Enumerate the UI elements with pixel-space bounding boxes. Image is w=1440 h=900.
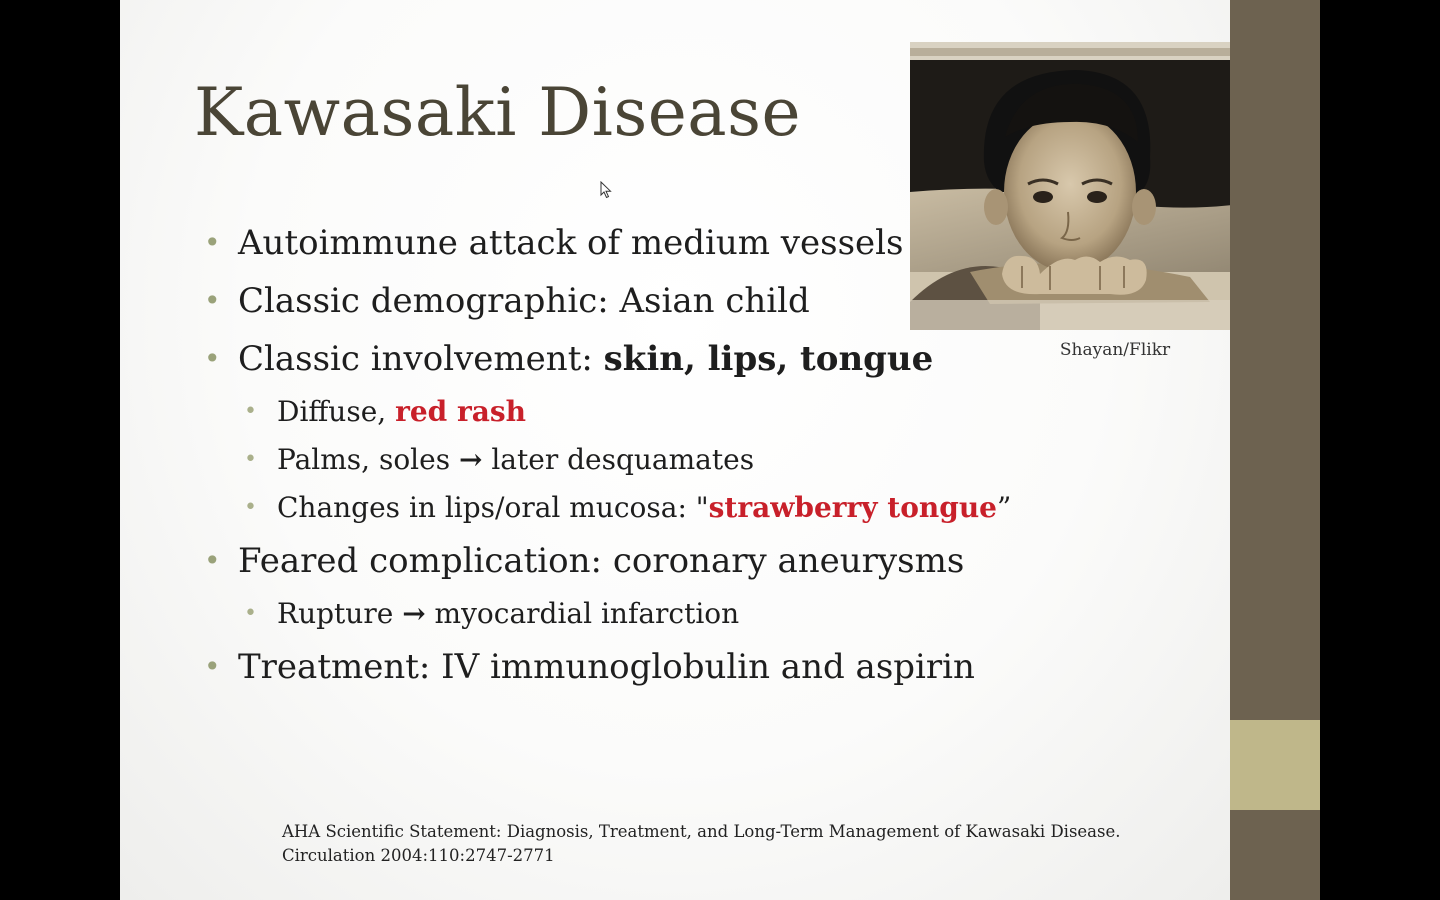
sub-bullet-dot-icon: •	[244, 495, 257, 520]
slide	[120, 0, 1230, 900]
bullet-text: Treatment: IV immunoglobulin and aspirin	[238, 647, 975, 687]
bullet-text: Classic demographic: Asian child	[238, 281, 810, 321]
arrow-right-icon: →	[458, 443, 483, 476]
sub-bullet-text: later desquamates	[482, 443, 755, 476]
sub-bullet-text: Palms, soles	[277, 443, 459, 476]
bullet-dot-icon: •	[204, 342, 221, 375]
sub-bullet-dot-icon: •	[244, 399, 257, 424]
bullet-item	[204, 330, 1164, 388]
bullet-text: Autoimmune attack of medium vessels	[238, 223, 904, 263]
reference-line: AHA Scientific Statement: Diagnosis, Treatment, and Long-Term Management of Kawasaki Disease.	[282, 822, 1121, 841]
bullet-list	[204, 214, 1164, 696]
sub-bullet-dot-icon: •	[244, 601, 257, 626]
mouse-cursor-icon	[600, 181, 612, 199]
sub-bullet-text: Rupture	[277, 597, 403, 630]
reference-line: Circulation 2004:110:2747-2771	[282, 846, 555, 865]
sub-bullet-item	[204, 388, 1164, 436]
highlight-text: strawberry tongue	[708, 491, 997, 524]
bullet-dot-icon: •	[204, 544, 221, 577]
sub-bullet-text: myocardial infarction	[425, 597, 740, 630]
bullet-dot-icon: •	[204, 650, 221, 683]
sub-bullet-text: Diffuse,	[277, 395, 396, 428]
bullet-item	[204, 532, 1164, 590]
sub-bullet-item	[204, 484, 1164, 532]
bullet-dot-icon: •	[204, 226, 221, 259]
reference-citation	[282, 820, 1121, 868]
bullet-bold-text: skin, lips, tongue	[603, 339, 934, 379]
bullet-item	[204, 214, 1164, 272]
bullet-text: Feared complication: coronary aneurysms	[238, 541, 965, 581]
sub-bullet-item	[204, 590, 1164, 638]
bullet-item	[204, 272, 1164, 330]
sub-bullet-item	[204, 436, 1164, 484]
bullet-dot-icon: •	[204, 284, 221, 317]
bullet-item	[204, 638, 1164, 696]
sub-bullet-text: Changes in lips/oral mucosa: "	[277, 491, 709, 524]
highlight-text: red rash	[395, 395, 526, 428]
slide-title: Kawasaki Disease	[194, 74, 802, 151]
photo-credit: Shayan/Flikr	[1059, 340, 1171, 360]
sub-bullet-text: ”	[997, 491, 1012, 524]
arrow-right-icon: →	[402, 597, 426, 630]
sub-bullet-dot-icon: •	[244, 447, 257, 472]
bullet-text: Classic involvement:	[238, 339, 604, 379]
sidebar-decoration-light	[1230, 720, 1320, 810]
